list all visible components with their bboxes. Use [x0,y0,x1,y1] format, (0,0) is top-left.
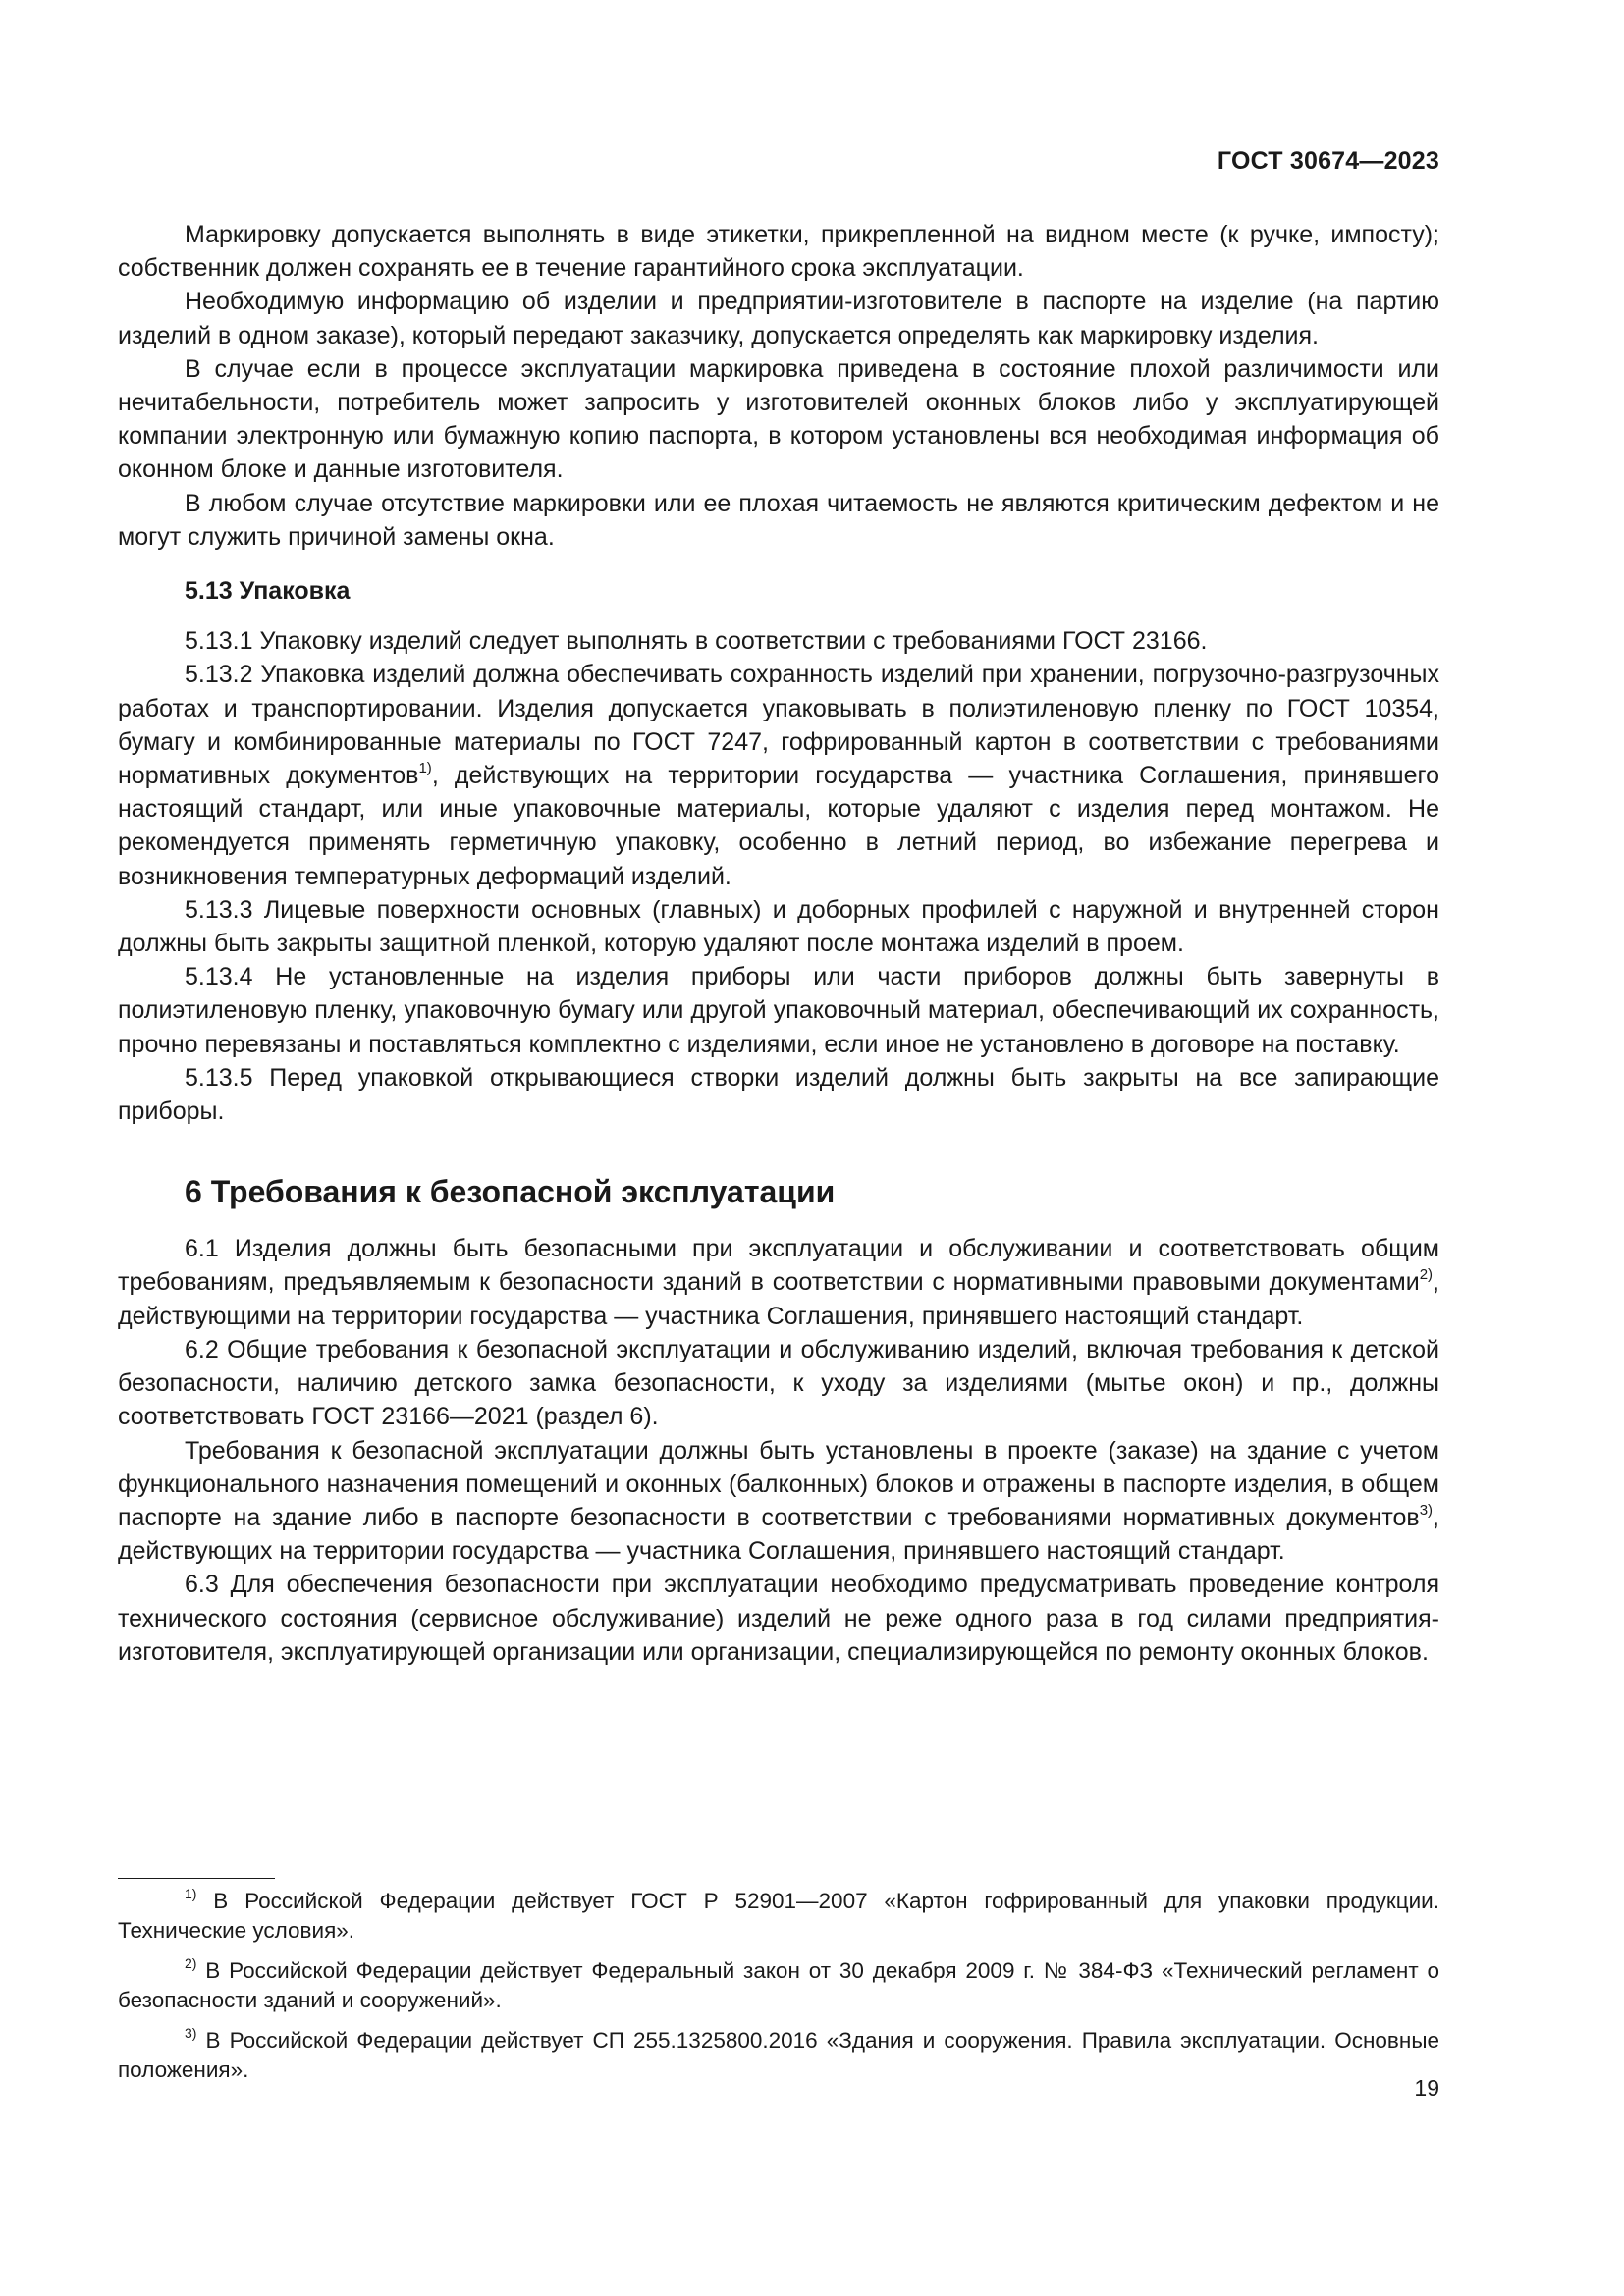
clause-6-2-requirements [118,1434,1439,1569]
clause-6-2-requirements-text-b: , действующих на территории государства — участника Соглашения, принявшего настоящий стандарт. [118,1503,1439,1566]
footnote-3-text: В Российской Федерации действует СП 255.1325800.2016 «Здания и сооружения. Правила эксплуатации. Основные положения». [118,2028,1439,2082]
standard-code-header: ГОСТ 30674—2023 [1217,147,1439,175]
clause-5-13-3: 5.13.3 Лицевые поверхности основных (главных) и доборных профилей с наружной и внутренней сторон должны быть закрыты защитной пленкой, которую удаляют после монтажа изделий в проем. [118,895,1439,958]
footnote-separator [118,1878,275,1879]
footnote-ref-1[interactable]: 1) [418,759,432,776]
clause-6-3: 6.3 Для обеспечения безопасности при эксплуатации необходимо предусматривать проведение контроля технического состояния (сервисное обслуживание) изделий не реже одного раза в год силами предприятия-изготовителя, эксплуатирующей организации или организации, специализирующейся по ремонту оконных блоков. [118,1571,1439,1666]
footnote-1-text: В Российской Федерации действует ГОСТ Р 52901—2007 «Картон гофрированный для упаковки продукции. Технические условия». [118,1889,1439,1943]
clause-6-1 [118,1232,1439,1333]
footnote-ref-2[interactable]: 2) [1419,1266,1434,1284]
clause-6-1-text-a: 6.1 Изделия должны быть безопасными при эксплуатации и обслуживании и соответствовать общим требованиям, предъявляемым к безопасности зданий в соответствии с нормативными правовыми документами [118,1235,1439,1297]
paragraph-marking-label: Маркировку допускается выполнять в виде этикетки, прикрепленной на видном месте (к ручке, импосту); собственник должен сохранять ее в течение гарантийного срока эксплуатации. [118,221,1439,283]
clause-6-2: 6.2 Общие требования к безопасной эксплуатации и обслуживанию изделий, включая требования к детской безопасности, наличию детского замка безопасности, к уходу за изделиями (мытье окон) и пр., должны соответствовать ГОСТ 23166—2021 (раздел 6). [118,1335,1439,1431]
footnote-1-mark: 1) [185,1885,197,1901]
clause-5-13-4: 5.13.4 Не установленные на изделия приборы или части приборов должны быть завернуты в полиэтиленовую пленку, упаковочную бумагу или другой упаковочный материал, обеспечивающий их сохранность, прочно перевязаны и поставляться комплектно с изделиями, если иное не установлено в договоре на поставку. [118,963,1439,1058]
paragraph-marking-unreadable: В случае если в процессе эксплуатации маркировка приведена в состояние плохой различимости или нечитабельности, потребитель может запросить у изготовителей оконных блоков либо у эксплуатирующей компании электронную или бумажную копию паспорта, в котором установлены вся необходимая информация об оконном блоке и данные изготовителя. [118,354,1439,484]
footnote-1 [118,1887,1439,1946]
footnote-3 [118,2026,1439,2085]
clause-6-1-text-b: , действующими на территории государства — участника Соглашения, принявшего настоящий стандарт. [118,1268,1439,1330]
clause-5-13-2 [118,658,1439,892]
footnote-ref-3[interactable]: 3) [1419,1501,1434,1519]
footnote-2 [118,1956,1439,2015]
section-heading-safe-operation: 6 Требования к безопасной эксплуатации [185,1174,836,1210]
footnote-2-mark: 2) [185,1954,197,1971]
paragraph-marking-passport: Необходимую информацию об изделии и предприятии-изготовителе в паспорте на изделие (на партию изделий в одном заказе), который передают заказчику, допускается определять как маркировку изделия. [118,288,1439,349]
footnote-2-text: В Российской Федерации действует Федеральный закон от 30 декабря 2009 г. № 384-ФЗ «Технический регламент о безопасности зданий и сооружений». [118,1958,1439,2012]
page-number: 19 [1414,2075,1439,2101]
clause-5-13-2-text-a: 5.13.2 Упаковка изделий должна обеспечивать сохранность изделий при хранении, погрузочно-разгрузочных работах и транспортировании. Изделия допускается упаковывать в полиэтиленовую пленку по ГОСТ 10354, бумагу и комбинированные материалы по ГОСТ 7247, гофрированный картон в соответствии с требованиями нормативных документов [118,661,1439,790]
page-body [118,218,1439,1669]
clause-5-13-5: 5.13.5 Перед упаковкой открывающиеся створки изделий должны быть закрыты на все запирающие приборы. [118,1063,1439,1126]
subsection-heading-packaging: 5.13 Упаковка [185,577,351,606]
clause-5-13-1: 5.13.1 Упаковку изделий следует выполнять в соответствии с требованиями ГОСТ 23166. [185,627,1208,656]
footnote-3-mark: 3) [185,2024,197,2041]
clause-5-13-2-text-b: , действующих на территории государства — участника Соглашения, принявшего настоящий стандарт, или иные упаковочные материалы, которые удаляют с изделия перед монтажом. Не рекомендуется применять герметичную упаковку, особенно в летний период, во избежание перегрева и возникновения температурных деформаций изделий. [118,762,1439,890]
paragraph-marking-defect: В любом случае отсутствие маркировки или ее плохая читаемость не являются критическим дефектом и не могут служить причиной замены окна. [118,489,1439,551]
footnotes [118,1887,1439,2096]
clause-6-2-requirements-text-a: Требования к безопасной эксплуатации должны быть установлены в проекте (заказе) на здание с учетом функционального назначения помещений и оконных (балконных) блоков и отражены в паспорте изделия, в общем паспорте на здание либо в паспорте безопасности в соответствии с требованиями нормативных документов [118,1436,1439,1531]
